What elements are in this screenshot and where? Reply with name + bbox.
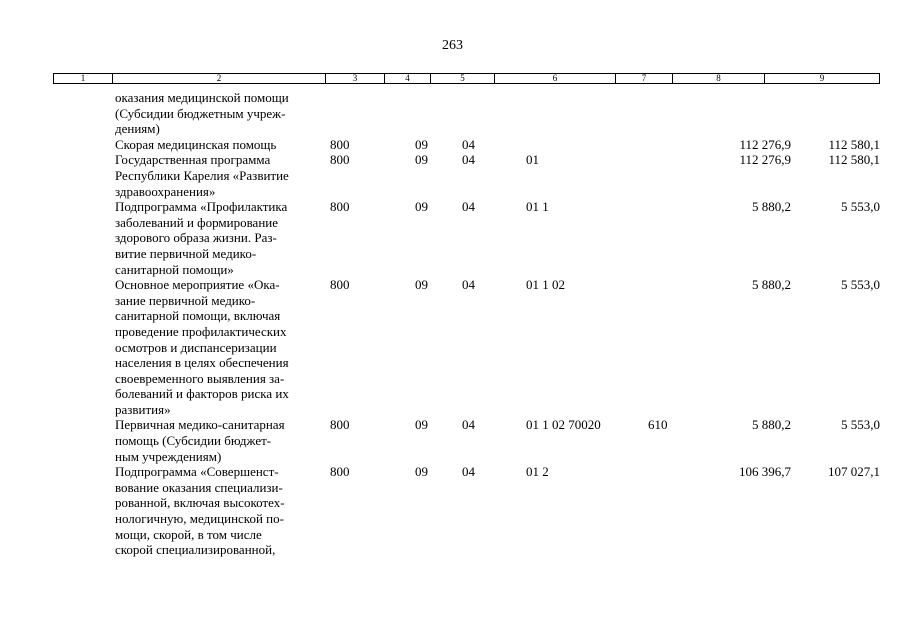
cell-code-7 (648, 137, 704, 153)
cell-empty (53, 137, 115, 153)
cell-code-3: 800 (330, 464, 350, 480)
cell-code-6 (526, 90, 648, 137)
cell-code-3: 800 (330, 152, 350, 168)
cell-code-4: 09 (415, 417, 428, 433)
cell-amount-8: 106 396,7 (739, 464, 791, 480)
cell-code-6: 01 2 (526, 464, 549, 480)
row-name: Первичная медико-санитарная помощь (Субсидии бюджет- ным учреждениям) (115, 417, 285, 464)
row-name: Подпрограмма «Профилактика заболеваний и формирование здорового образа жизни. Раз- витие первичной медико- санитарной помощи» (115, 199, 288, 277)
column-header-2: 2 (113, 74, 326, 83)
cell-empty (53, 199, 115, 277)
cell-code-3 (330, 90, 415, 137)
cell-code-4: 09 (415, 464, 428, 480)
cell-amount-8: 112 276,9 (739, 136, 791, 152)
cell-amount-9: 112 580,1 (828, 152, 880, 168)
cell-code-4: 09 (415, 199, 428, 215)
cell-empty (53, 90, 115, 137)
cell-code-5: 04 (462, 277, 475, 293)
cell-amount-9: 5 553,0 (841, 417, 880, 433)
column-header-3: 3 (326, 74, 385, 83)
table-row (53, 137, 880, 153)
cell-amount-8: 5 880,2 (752, 199, 791, 215)
cell-code-4 (415, 90, 462, 137)
cell-code-5: 04 (462, 199, 475, 215)
table-row (53, 464, 880, 558)
row-name: Скорая медицинская помощь (115, 136, 277, 152)
table-row (53, 277, 880, 417)
cell-code-6: 01 (526, 152, 539, 168)
row-name: Основное мероприятие «Ока- зание первичной медико- санитарной помощи, включая проведение профилактических осмотров и диспансеризации населения в целях обеспечения своевременного выявления за- болеваний и факторов риска их развития» (115, 277, 289, 417)
cell-code-4: 09 (415, 152, 428, 168)
column-header-1: 1 (54, 74, 113, 83)
column-header-9: 9 (819, 73, 825, 83)
cell-amount-9: 5 553,0 (841, 277, 880, 293)
cell-amount-9: 5 553,0 (841, 199, 880, 215)
cell-empty (53, 277, 115, 417)
cell-code-3: 800 (330, 277, 350, 293)
table-row (53, 152, 880, 199)
cell-amount-9 (796, 90, 880, 137)
cell-code-7 (648, 199, 704, 277)
cell-code-7 (648, 90, 704, 137)
cell-code-6 (526, 137, 648, 153)
cell-code-7 (648, 464, 704, 558)
cell-amount-8: 112 276,9 (739, 152, 791, 168)
cell-amount-9: 107 027,1 (828, 464, 880, 480)
column-header-7: 7 (616, 74, 673, 83)
cell-code-5 (462, 90, 526, 137)
cell-code-7 (648, 277, 704, 417)
column-header-5: 5 (431, 74, 495, 83)
cell-empty (53, 417, 115, 464)
cell-amount-8: 5 880,2 (752, 277, 791, 293)
table-row (53, 417, 880, 464)
cell-code-5: 04 (462, 417, 475, 433)
cell-amount-9: 112 580,1 (828, 136, 880, 152)
cell-code-5: 04 (462, 136, 475, 152)
cell-empty (53, 464, 115, 558)
row-name: Подпрограмма «Совершенст- вование оказания специализи- рованной, включая высокотех- нологичную, медицинской по- мощи, скорой, в том числе скорой специализированной, (115, 464, 285, 558)
cell-code-3: 800 (330, 136, 350, 152)
table-body (53, 90, 880, 558)
table-row (53, 90, 880, 137)
column-header-4: 4 (385, 74, 431, 83)
cell-code-6: 01 1 (526, 199, 549, 215)
column-header-6: 6 (495, 74, 616, 83)
cell-code-7 (648, 152, 704, 199)
cell-code-5: 04 (462, 152, 475, 168)
cell-code-4: 09 (415, 277, 428, 293)
cell-code-6: 01 1 02 70020 (526, 417, 601, 433)
table-row (53, 199, 880, 277)
cell-code-5: 04 (462, 464, 475, 480)
table-header (53, 73, 880, 84)
column-header-8: 8 (673, 74, 765, 83)
row-name: оказания медицинской помощи (Субсидии бюджетным учреж- дениям) (115, 90, 289, 137)
cell-amount-8: 5 880,2 (752, 417, 791, 433)
cell-code-3: 800 (330, 199, 350, 215)
cell-amount-8 (704, 90, 796, 137)
cell-code-6: 01 1 02 (526, 277, 565, 293)
cell-code-3: 800 (330, 417, 350, 433)
cell-empty (53, 152, 115, 199)
cell-code-4: 09 (415, 136, 428, 152)
page-number: 263 (442, 38, 463, 53)
row-name: Государственная программа Республики Карелия «Развитие здравоохранения» (115, 152, 289, 199)
cell-code-7: 610 (648, 417, 668, 433)
